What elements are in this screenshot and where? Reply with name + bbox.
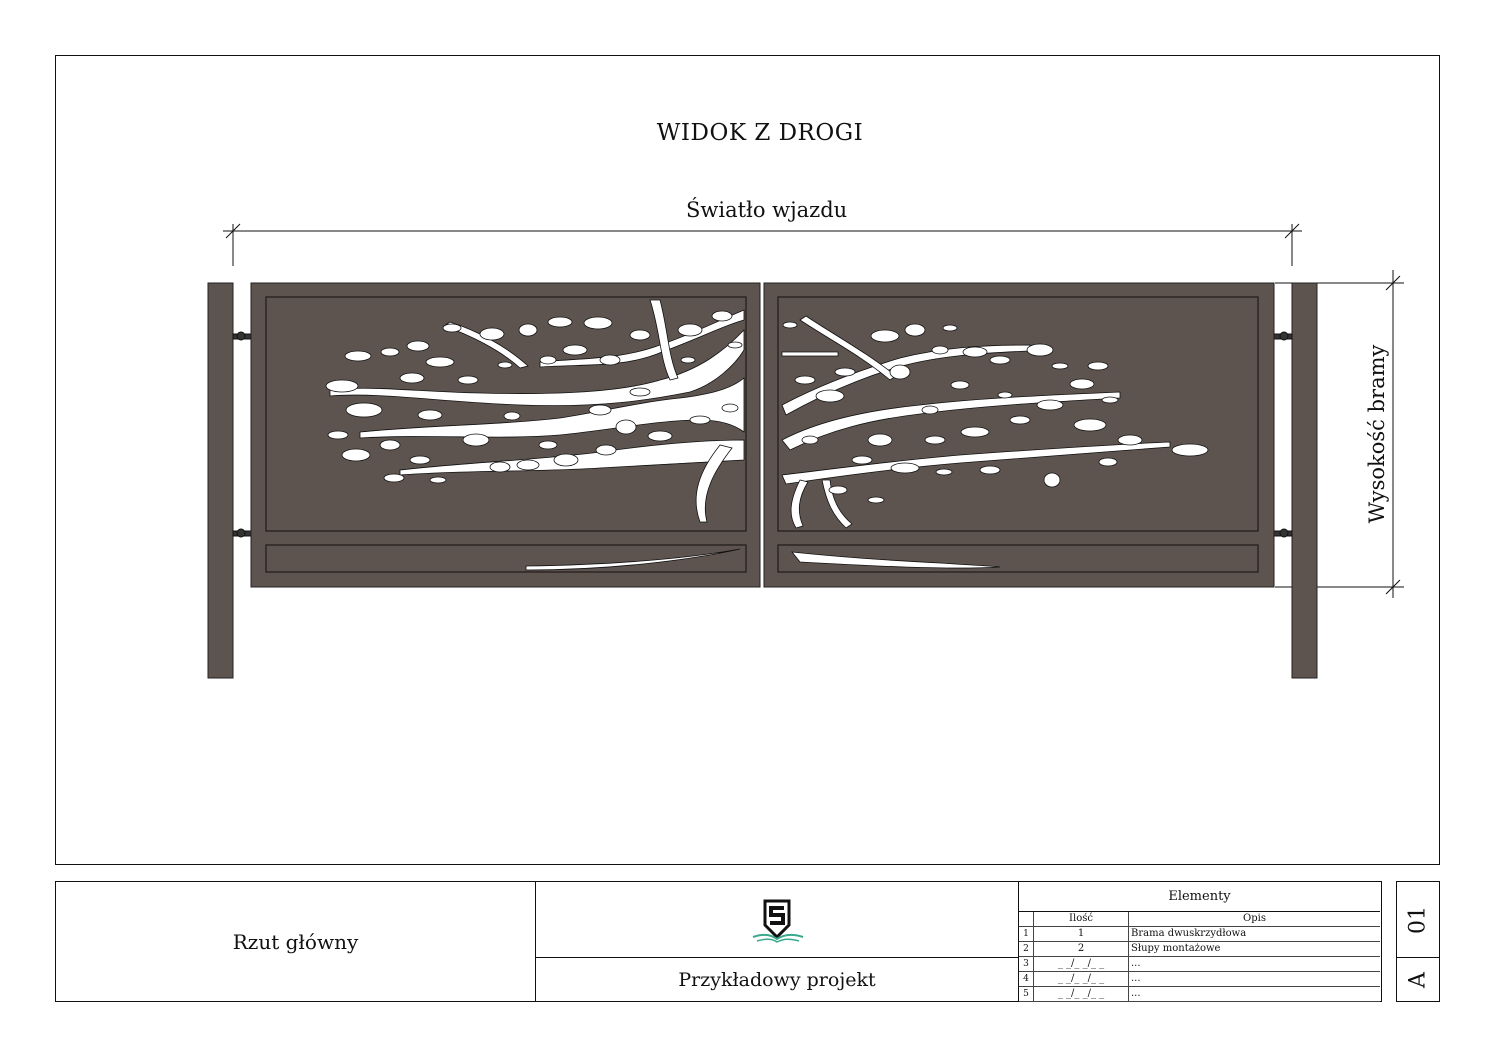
company-logo-icon: [747, 895, 807, 945]
right-gate-leaf: [764, 283, 1274, 587]
elements-list: [1019, 912, 1380, 1002]
right-post: [1292, 283, 1317, 678]
table-row: 4 _ _/_ _/_ _ ...: [1019, 972, 1380, 987]
table-row: 1 1 Brama dwuskrzydłowa: [1019, 927, 1380, 942]
width-dimension-label: Światło wjazdu: [686, 198, 848, 222]
drawing-title: WIDOK Z DROGI: [656, 120, 864, 146]
table-row: 3 _ _/_ _/_ _ ...: [1019, 957, 1380, 972]
elements-table: [1019, 882, 1380, 1001]
project-name: Przykładowy projekt: [536, 958, 1019, 1001]
column-header-qty: Ilość: [1034, 912, 1129, 927]
title-block: [55, 881, 1382, 1002]
logo-cell: [536, 882, 1019, 958]
sheet-info: [1396, 881, 1440, 1002]
view-name: Rzut główny: [56, 882, 536, 1001]
height-dimension-label: Wysokość bramy: [1365, 344, 1389, 524]
sheet-number: 01: [1405, 905, 1431, 934]
left-post: [208, 283, 233, 678]
table-header-row: [1019, 912, 1380, 927]
table-row: 2 2 Słupy montażowe: [1019, 942, 1380, 957]
elements-heading: Elementy: [1019, 882, 1380, 912]
revision-letter: A: [1405, 971, 1431, 988]
column-header-desc: Opis: [1129, 912, 1381, 927]
width-dimension: [223, 224, 1302, 266]
table-row: 5 _ _/_ _/_ _ ...: [1019, 987, 1380, 1002]
